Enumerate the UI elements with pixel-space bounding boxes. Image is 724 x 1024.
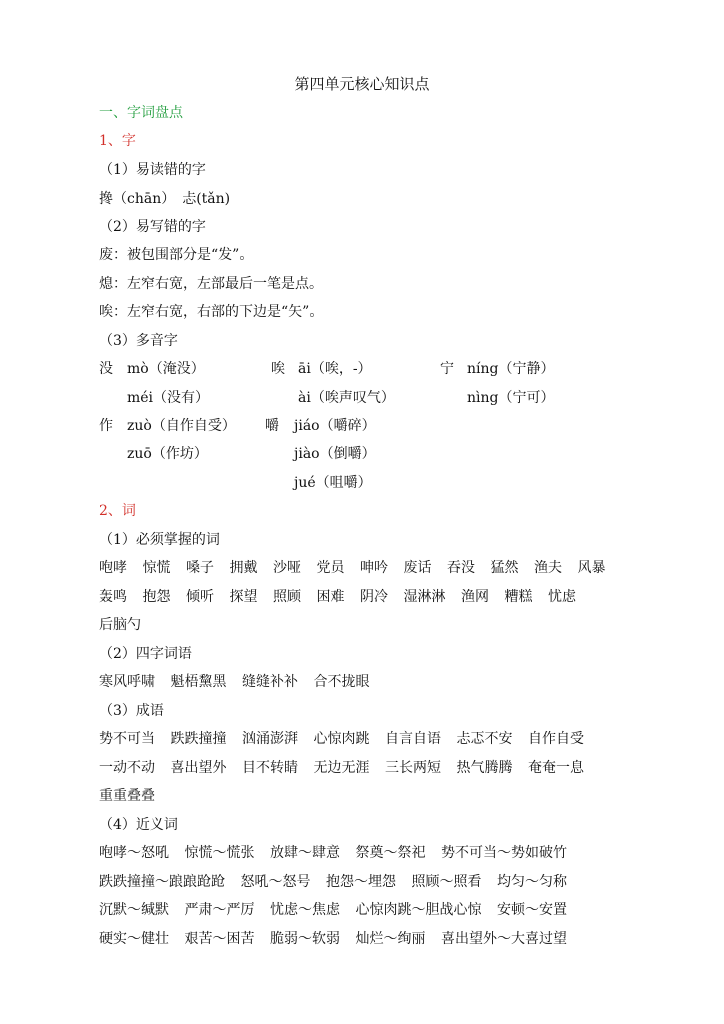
poly-char: 嚼 [265, 418, 279, 434]
word: 废话 [403, 560, 432, 576]
synonym-pair: 放肆～肆意 [270, 845, 340, 861]
word-row [99, 872, 664, 892]
poly-reading: āi（唉，-） [298, 361, 372, 377]
word: 渔网 [461, 589, 489, 605]
word: 抱怨 [142, 589, 171, 605]
word-row [99, 786, 664, 806]
word: 倾听 [186, 589, 214, 605]
synonym-pair: 硬实～健壮 [99, 931, 169, 947]
poly-char: 宁 [440, 361, 454, 377]
word: 嗓子 [186, 560, 214, 576]
synonym-pair: 跌跌撞撞～踉踉跄跄 [99, 874, 225, 890]
poly-reading: nìng（宁可） [467, 390, 555, 406]
word: 猛然 [490, 560, 519, 576]
word: 喜出望外 [170, 760, 227, 776]
word-row [99, 615, 664, 635]
poly-reading: mò（淹没） [127, 361, 205, 377]
poly-reading: jiào（倒嚼） [294, 446, 376, 462]
synonym-pair: 脆弱～软弱 [270, 931, 340, 947]
heading-synonyms: （4）近义词 [99, 817, 178, 833]
poly-char: 作 [99, 418, 113, 434]
synonym-pair: 咆哮～怒吼 [99, 845, 169, 861]
heading-polyphonic: （3）多音字 [99, 333, 178, 349]
heading-four-char-phrases: （2）四字词语 [99, 646, 192, 662]
section-heading-words: 一、字词盘点 [99, 105, 183, 121]
poly-reading: jué（咀嚼） [294, 475, 372, 491]
word: 热气腾腾 [456, 760, 513, 776]
word: 拥戴 [229, 560, 258, 576]
synonym-pair: 沉默～缄默 [99, 902, 169, 918]
miswritten-item: 唉：左窄右宽，右部的下边是“矢”。 [99, 304, 324, 320]
synonym-pair: 照顾～照看 [411, 874, 482, 890]
word: 忐忑不安 [456, 731, 513, 747]
word: 缝缝补补 [242, 674, 298, 690]
subsection-heading-characters: 1、字 [99, 133, 136, 149]
word: 无边无涯 [313, 760, 370, 776]
poly-reading: níng（宁静） [467, 361, 555, 377]
synonym-pair: 艰苦～困苦 [184, 931, 255, 947]
miswritten-item: 熄：左窄右宽，左部最后一笔是点。 [99, 276, 323, 292]
word: 势不可当 [99, 731, 155, 747]
word-row [99, 758, 664, 778]
synonym-pair: 严肃～严厉 [184, 902, 255, 918]
word: 渔夫 [534, 560, 562, 576]
subsection-heading-words: 2、词 [99, 503, 136, 519]
synonym-pair: 灿烂～绚丽 [355, 931, 426, 947]
synonym-pair: 怒吼～怒号 [240, 874, 311, 890]
word: 一动不动 [99, 760, 155, 776]
word: 跌跌撞撞 [170, 731, 227, 747]
synonym-pair: 抱怨～埋怨 [326, 874, 396, 890]
word: 忧虑 [548, 589, 576, 605]
word-row [99, 843, 664, 863]
word: 后脑勺 [99, 617, 141, 633]
word: 目不转睛 [242, 760, 298, 776]
word: 党员 [316, 560, 345, 576]
word: 湿淋淋 [403, 589, 446, 605]
word: 合不拢眼 [313, 674, 370, 690]
synonym-pair: 心惊肉跳～胆战心惊 [355, 902, 482, 918]
word: 重重叠叠 [99, 788, 155, 804]
word: 三长两短 [385, 760, 441, 776]
heading-must-master: （1）必须掌握的词 [99, 532, 220, 548]
poly-reading: ài（唉声叹气） [298, 390, 395, 406]
miswritten-item: 废：被包围部分是“发”。 [99, 247, 254, 263]
word: 困难 [316, 589, 345, 605]
word: 阴冷 [360, 589, 388, 605]
word-row [99, 929, 664, 949]
word: 咆哮 [99, 560, 127, 576]
word: 吞没 [447, 560, 475, 576]
word: 风暴 [577, 560, 606, 576]
page-title: 第四单元核心知识点 [294, 75, 430, 93]
poly-reading: zuō（作坊） [127, 446, 208, 462]
synonym-pair: 安顿～安置 [497, 902, 567, 918]
word: 轰鸣 [99, 589, 127, 605]
misread-characters: 搀（chān） 忐(tǎn) [99, 191, 231, 207]
word: 奄奄一息 [528, 760, 584, 776]
word: 魁梧黧黑 [170, 674, 227, 690]
synonym-pair: 忧虑～焦虑 [270, 902, 340, 918]
poly-char: 没 [99, 361, 113, 377]
word-row [99, 587, 664, 607]
word: 汹涌澎湃 [242, 731, 298, 747]
word: 寒风呼啸 [99, 674, 155, 690]
heading-idioms: （3）成语 [99, 703, 164, 719]
word: 心惊肉跳 [313, 731, 370, 747]
word: 惊慌 [142, 560, 171, 576]
synonym-pair: 均匀～匀称 [497, 874, 567, 890]
poly-reading: zuò（自作自受） [127, 418, 236, 434]
heading-easy-miswritten: （2）易写错的字 [99, 219, 206, 235]
word: 糟糕 [504, 589, 533, 605]
word-row [99, 672, 664, 692]
synonym-pair: 惊慌～慌张 [184, 845, 255, 861]
poly-reading: méi（没有） [127, 390, 210, 406]
synonym-pair: 祭奠～祭祀 [355, 845, 426, 861]
word: 沙哑 [273, 560, 301, 576]
word: 呻吟 [360, 560, 388, 576]
word-row [99, 558, 664, 578]
synonym-pair: 势不可当～势如破竹 [441, 845, 567, 861]
word: 探望 [229, 589, 258, 605]
poly-reading: jiáo（嚼碎） [294, 418, 376, 434]
word: 自作自受 [528, 731, 584, 747]
heading-easy-misread: （1）易读错的字 [99, 162, 206, 178]
synonym-pair: 喜出望外～大喜过望 [441, 931, 567, 947]
poly-char: 唉 [271, 361, 285, 377]
word-row [99, 729, 664, 749]
word-row [99, 900, 664, 920]
word: 照顾 [273, 589, 301, 605]
word: 自言自语 [385, 731, 441, 747]
